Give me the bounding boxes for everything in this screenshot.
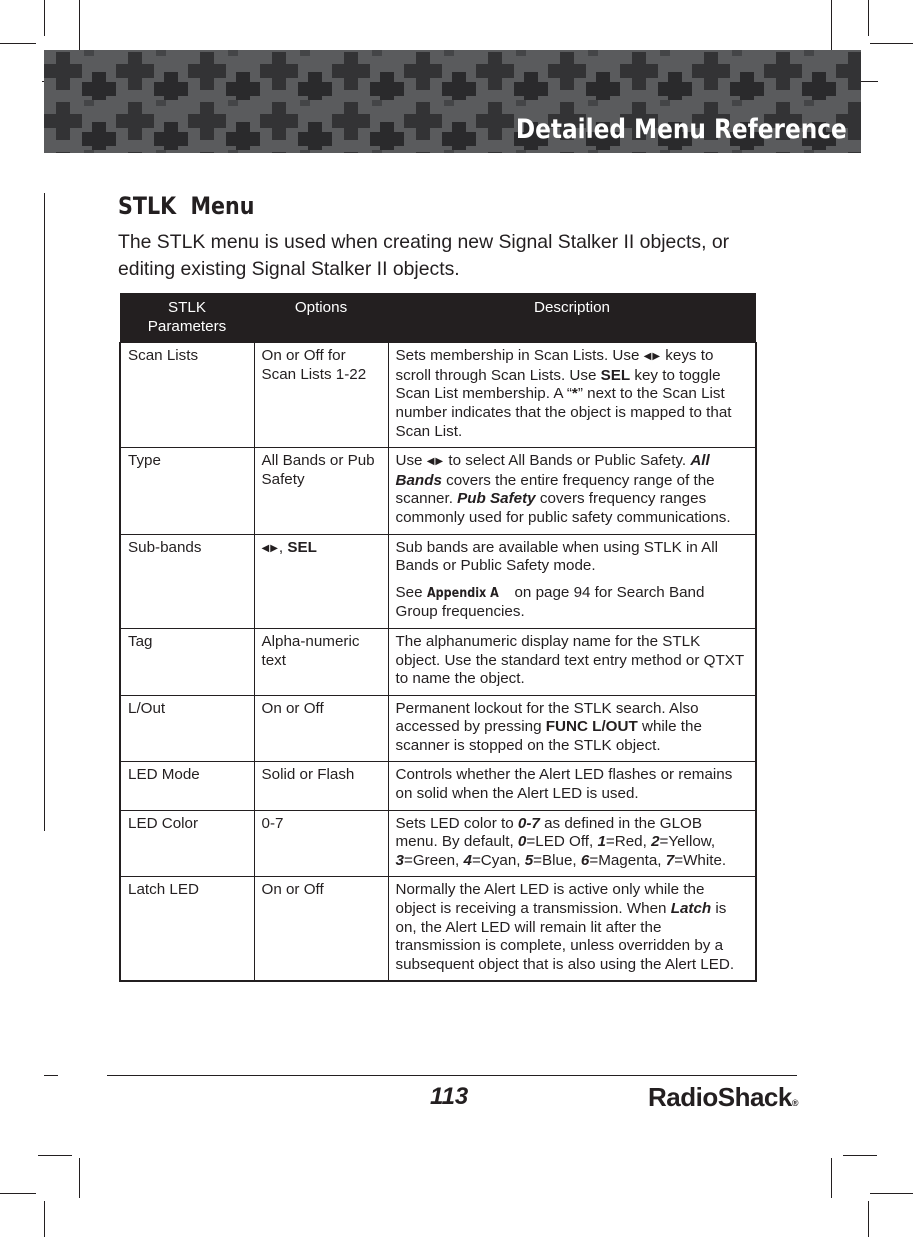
param-cell: LED Mode [120, 762, 254, 810]
param-cell: L/Out [120, 695, 254, 762]
description-cell: Controls whether the Alert LED flashes or remains on solid when the Alert LED is used. [388, 762, 756, 810]
crop-mark [44, 1075, 58, 1076]
color-name: =White. [674, 851, 727, 869]
options-cell: Alpha-numeric text [254, 628, 388, 695]
all-bands-term: All Bands [395, 452, 710, 489]
brand-name: RadioShack [648, 1082, 792, 1112]
column-header-parameters: STLK Parameters [120, 293, 254, 343]
crop-mark [831, 0, 832, 55]
description-cell [388, 877, 756, 981]
param-cell: Latch LED [120, 877, 254, 981]
crop-mark [870, 1193, 913, 1194]
color-code: 2 [651, 833, 660, 851]
table-row [120, 810, 756, 877]
table-header-row [120, 293, 756, 343]
column-header-options: Options [254, 293, 388, 343]
table-row [120, 343, 756, 448]
table-row [120, 448, 756, 534]
brand-mark: ® [791, 1098, 798, 1108]
desc-text: while the scanner is stopped on the STLK object. [395, 718, 702, 754]
description-cell [388, 534, 756, 628]
options-cell: On or Off [254, 695, 388, 762]
color-name: =Green, [403, 851, 464, 869]
crop-mark [44, 0, 45, 36]
stlk-parameter-table [119, 293, 757, 982]
appendix-a-link: Appendix A [426, 585, 499, 601]
desc-text: Sets membership in Scan Lists. Use [395, 347, 644, 365]
description-cell [388, 343, 756, 448]
latch-term: Latch [670, 900, 712, 918]
options-separator: , [278, 538, 288, 556]
options-cell: All Bands or Pub Safety [254, 448, 388, 534]
table-row [120, 534, 756, 628]
color-name: =Blue, [533, 851, 581, 869]
desc-text: key to toggle Scan List membership. A “ [395, 366, 721, 403]
margin-rule [44, 193, 45, 831]
description-cell [388, 448, 756, 534]
desc-text: is on, the Alert LED will remain lit after the transmission is complete, unless overridden by a subsequent object that is also using the Alert LED. [395, 900, 735, 973]
desc-text: Sub bands are available when using STLK in All Bands or Public Safety mode. [395, 538, 719, 575]
param-cell: LED Color [120, 810, 254, 877]
desc-text: on page 94 for Search Band Group frequencies. [395, 583, 705, 621]
left-right-arrows-icon: ◀▶ [426, 456, 445, 468]
table-row [120, 877, 756, 981]
color-name: =Magenta, [589, 851, 666, 869]
options-cell: On or Off [254, 877, 388, 981]
column-header-description: Description [388, 293, 756, 343]
color-name: =Red, [605, 833, 652, 851]
table-row [120, 695, 756, 762]
crop-mark [79, 0, 80, 55]
color-range: 0-7 [517, 814, 540, 832]
footer-rule [107, 1075, 797, 1076]
description-cell [388, 810, 756, 877]
crop-mark [868, 0, 869, 36]
left-right-arrows-icon: ◀▶ [261, 542, 279, 554]
func-lout-key: FUNC L/OUT [545, 718, 638, 736]
desc-text: Normally the Alert LED is active only while the object is receiving a transmission. When [395, 881, 705, 918]
sel-key: SEL [287, 538, 317, 556]
desc-text: covers the entire frequency range of the scanner. [395, 471, 715, 508]
color-name: =LED Off, [526, 833, 598, 851]
param-cell: Scan Lists [120, 343, 254, 448]
color-code: 3 [395, 851, 404, 869]
sel-key: SEL [600, 366, 631, 384]
color-code: 0 [517, 833, 527, 851]
desc-text: Use [395, 452, 427, 470]
desc-text: See [395, 583, 427, 601]
description-cell [388, 695, 756, 762]
crop-mark [870, 43, 913, 44]
desc-text: ” next to the Scan List number indicates that the object is mapped to that Scan List. [395, 385, 732, 440]
left-right-arrows-icon: ◀▶ [643, 351, 662, 363]
description-cell: The alphanumeric display name for the STLK object. Use the standard text entry method or QTXT to name the object. [388, 628, 756, 695]
param-cell: Sub-bands [120, 534, 254, 628]
options-cell: Solid or Flash [254, 762, 388, 810]
header-title: Detailed Menu Reference [516, 114, 847, 145]
desc-text: as defined in the GLOB menu. By default, [395, 814, 702, 851]
color-name: =Cyan, [471, 851, 525, 869]
desc-text: Sets LED color to [395, 814, 518, 832]
color-name: =Yellow, [659, 833, 716, 851]
desc-text: keys to scroll through Scan Lists. Use [395, 347, 714, 384]
color-code: 7 [665, 851, 675, 869]
crop-mark [38, 1155, 72, 1156]
desc-text: Permanent lockout for the STLK search. Also accessed by pressing [395, 699, 699, 736]
options-cell [254, 534, 388, 628]
crop-mark [831, 1158, 832, 1198]
pub-safety-term: Pub Safety [457, 490, 536, 508]
section-intro: The STLK menu is used when creating new Signal Stalker II objects, or editing existing Signal Stalker II objects. [118, 231, 730, 280]
crop-mark [868, 1201, 869, 1237]
section-title: STLK Menu [118, 192, 255, 220]
color-code: 1 [597, 833, 606, 851]
desc-text: covers frequency ranges commonly used for public safety communications. [395, 490, 731, 526]
options-cell: 0-7 [254, 810, 388, 877]
crop-mark [0, 1193, 36, 1194]
table-row [120, 628, 756, 695]
star-symbol: * [571, 385, 578, 403]
crop-mark [79, 1158, 80, 1198]
desc-text: to select All Bands or Public Safety. [444, 452, 691, 470]
crop-mark [0, 43, 36, 44]
color-code: 5 [524, 851, 534, 869]
page-number: 113 [430, 1083, 469, 1110]
crop-mark [843, 1155, 877, 1156]
param-cell: Tag [120, 628, 254, 695]
options-cell: On or Off for Scan Lists 1-22 [254, 343, 388, 448]
radioshack-logo [648, 1082, 798, 1113]
param-cell: Type [120, 448, 254, 534]
table-row [120, 762, 756, 810]
color-code: 6 [580, 851, 590, 869]
color-code: 4 [463, 851, 472, 869]
crop-mark [44, 1201, 45, 1237]
